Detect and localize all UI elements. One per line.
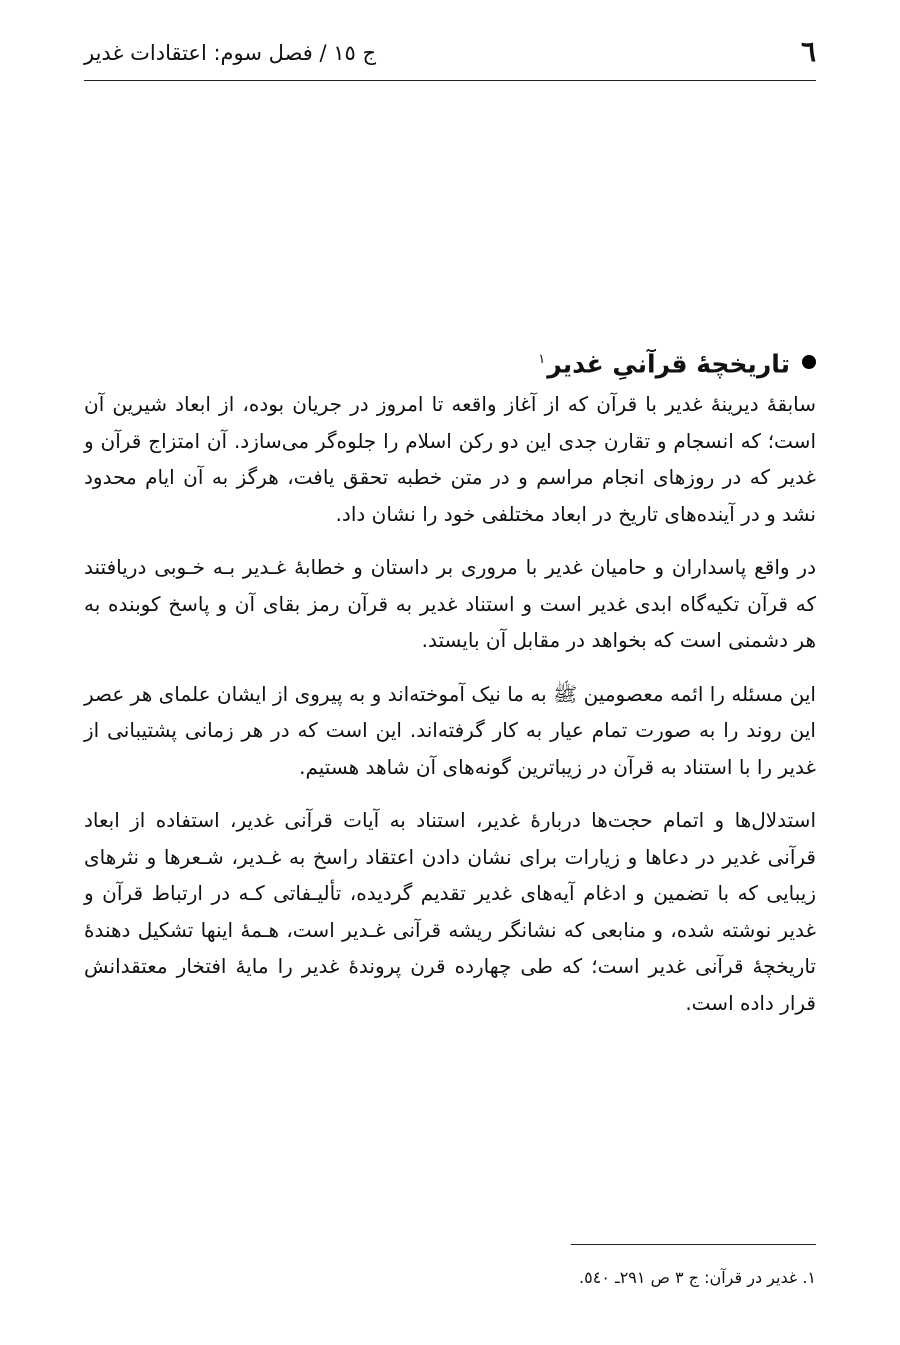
page-number: ٦ (800, 35, 816, 68)
running-header (84, 30, 816, 81)
body-text (84, 386, 816, 1038)
bullet-icon (802, 355, 816, 369)
paragraph-2: در واقع پاسداران و حامیان غدیر با مروری بر داستان و خطابهٔ غـدیر بـه خـوبی دریافتند که قرآن تکیه‌گاه ابدی غدیر است و استناد غدیر به قرآن رمز بقای آن و پاسخ کوبنده به هر دشمنی است که بخواهد در مقابل آن بایستد. (84, 555, 816, 652)
footnote: ١. غدیر در قرآن: ج ٣ ص ٢٩١ـ ٥٤٠. (579, 1268, 816, 1287)
footnote-reference: ١ (538, 352, 546, 367)
footnote-divider (571, 1244, 816, 1245)
paragraph-1: سابقهٔ دیرینهٔ غدیر با قرآن که از آغاز واقعه تا امروز در جریان بوده، از ابعاد شیرین آن است؛ که انسجام و تقارن جدی این دو رکن اسلام را جلوه‌گر می‌سازد. آن امتزاج قرآن و غدیر که در روزهای انجام مراسم و در متن خطبه تحقق یافت، هرگز به آن ایام محدود نشد و در آینده‌های تاریخ در ابعاد مختلفی خود را نشان داد. (84, 392, 816, 526)
paragraph-3: این مسئله را ائمه معصومین ﷺ به ما نیک آموخته‌اند و به پیروی از ایشان علمای هر عصر این روند را به صورت تمام عیار به کار گرفته‌اند. این است که در هر زمانی پشتیبانی از غدیر را با استناد به قرآن در زیباترین گونه‌های آن شاهد هستیم. (84, 681, 816, 779)
section-heading (538, 340, 816, 384)
paragraph-4: استدلال‌ها و اتمام حجت‌ها دربارهٔ غدیر، استناد به آیات قرآنی غدیر، استفاده از ابعاد قرآنی غدیر در دعاها و زیارات برای نشان دادن اعتقاد راسخ به غـدیر، شـعرها و نثرهای زیبایی که با تضمین و ادغام آیه‌های غدیر تقدیم گردیده، تألیـفاتی کـه در ارتباط قرآن و غدیر نوشته شده، و منابعی که نشانگر ریشه قرآنی غـدیر است، هـمهٔ اینها تشکیل دهندهٔ تاریخچهٔ قرآنی غدیر است؛ که طی چهارده قرن پروندهٔ غدیر را مایهٔ افتخار معتقدانش قرار داده است. (84, 808, 816, 1015)
section-heading-text (538, 340, 790, 384)
running-header-title: ج ١٥ / فصل سوم: اعتقادات غدیر (84, 41, 377, 65)
section-title: تاریخچهٔ قرآنیِ غدیر (547, 349, 790, 379)
